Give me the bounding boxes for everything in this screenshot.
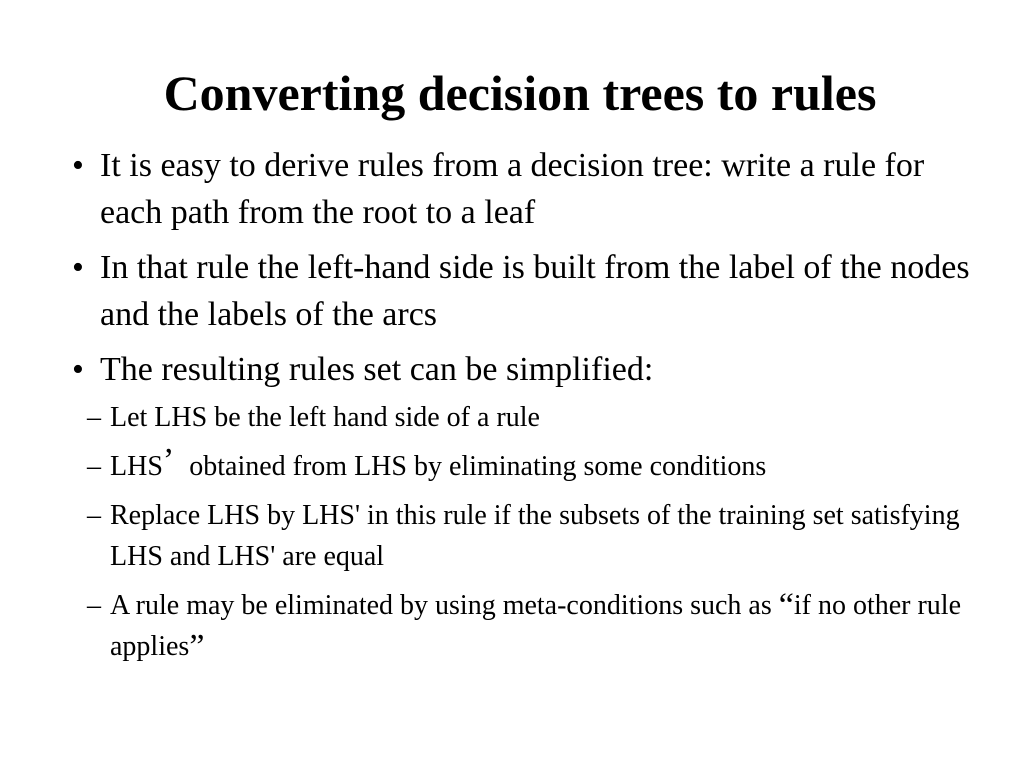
prime-mark: ’ (162, 442, 175, 479)
sub-bullet-item (87, 585, 972, 667)
bullet-text: The resulting rules set can be simplified: (100, 351, 654, 388)
sub-bullet-list (87, 397, 972, 667)
sub-bullet-marker: – (87, 500, 101, 531)
bullet-text: It is easy to derive rules from a decision tree: write a rule for each path from the root to a leaf (100, 147, 925, 231)
slide-title: Converting decision trees to rules (163, 65, 877, 121)
sub-bullet-marker: – (87, 402, 101, 433)
bullet-item (72, 244, 972, 338)
bullet-marker: • (72, 249, 84, 286)
sub-bullet-text: obtained from LHS by eliminating some conditions (189, 451, 767, 482)
quoted-text: if no other rule applies (110, 590, 962, 662)
sub-bullet-marker: – (87, 590, 101, 621)
bullet-text: In that rule the left-hand side is built from the label of the nodes and the labels of the arcs (100, 249, 970, 333)
bullet-item (72, 346, 972, 667)
bullet-marker: • (72, 351, 84, 388)
sub-bullet-marker: – (87, 451, 101, 482)
sub-bullet-text: A rule may be eliminated by using meta-conditions such as (110, 590, 772, 621)
close-quote: ” (189, 628, 205, 665)
bullet-marker: • (72, 147, 84, 184)
open-quote: “ (778, 587, 794, 624)
sub-bullet-item (87, 495, 972, 577)
bullet-list (72, 142, 972, 675)
sub-bullet-text: Let LHS be the left hand side of a rule (110, 402, 540, 433)
sub-bullet-item (87, 397, 972, 438)
sub-bullet-text: Replace LHS by LHS' in this rule if the subsets of the training set satisfying LHS and LHS' are equal (110, 500, 960, 572)
sub-bullet-item (87, 442, 972, 487)
sub-bullet-prefix: LHS (110, 451, 163, 482)
bullet-item (72, 142, 972, 236)
